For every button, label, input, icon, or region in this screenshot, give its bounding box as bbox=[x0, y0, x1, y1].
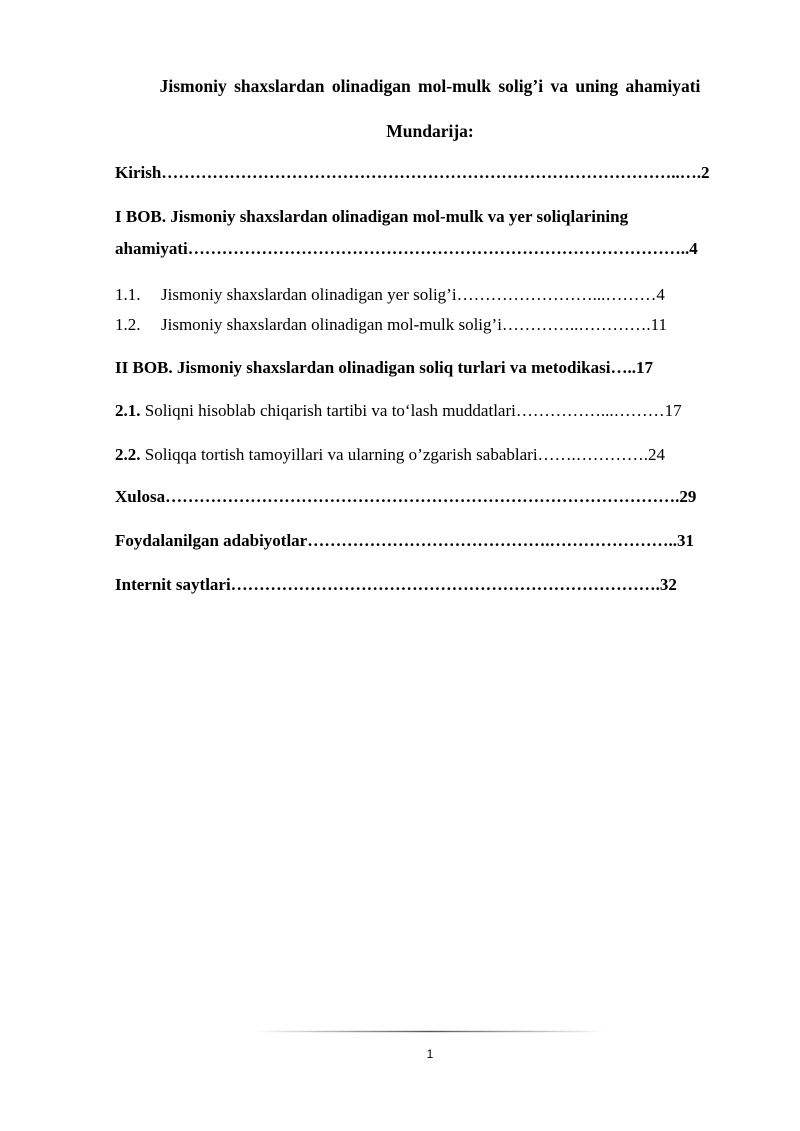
toc-entry-foydalanilgan-adabiyotlar: Foydalanilgan adabiyotlar…………………………………….…………………..31 bbox=[115, 531, 694, 550]
document-title: Jismoniy shaxslardan olinadigan mol-mulk solig’i va uning ahamiyati bbox=[159, 76, 701, 96]
toc-entry-bob1-line2: ahamiyati……………………………………………………………………………..4 bbox=[115, 239, 698, 258]
page-number: 1 bbox=[426, 1047, 434, 1061]
toc-heading: Mundarija: bbox=[386, 121, 474, 141]
toc-entry-number: 2.2. bbox=[115, 445, 141, 464]
toc-entry-number: 1.2. bbox=[115, 315, 141, 334]
toc-entry-kirish: Kirish………………………………………………………………………………..….2 bbox=[115, 163, 710, 182]
toc-entry-xulosa: Xulosa……………………………………………………………………………….29 bbox=[115, 487, 697, 506]
toc-entry-2-1 bbox=[115, 401, 741, 421]
toc-entry-text: Jismoniy shaxslardan olinadigan mol-mulk solig’i…………..………….11 bbox=[161, 315, 668, 334]
toc-entry-bob2: II BOB. Jismoniy shaxslardan olinadigan soliq turlari va metodikasi…..17 bbox=[115, 358, 653, 377]
toc-entry-text: Jismoniy shaxslardan olinadigan yer solig’i……………………...………4 bbox=[161, 285, 665, 304]
toc-entry-bob1-line1: I BOB. Jismoniy shaxslardan olinadigan mol-mulk va yer soliqlarining bbox=[115, 207, 629, 226]
toc-entry-number: 1.1. bbox=[115, 285, 141, 304]
toc-entry-1-1 bbox=[115, 285, 741, 305]
toc-entry-text: Soliqqa tortish tamoyillari va ularning o’zgarish sabablari…….………….24 bbox=[140, 445, 666, 464]
footer-divider bbox=[255, 1030, 605, 1033]
toc-entry-internet-saytlari: Internit saytlari………………………………………………………………….32 bbox=[115, 575, 677, 594]
toc-entry-number: 2.1. bbox=[115, 401, 141, 420]
toc-entry-1-2 bbox=[115, 315, 741, 335]
toc-entry-2-2 bbox=[115, 445, 741, 465]
toc-entry-text: Soliqni hisoblab chiqarish tartibi va to‘lash muddatlari……………...………17 bbox=[140, 401, 682, 420]
